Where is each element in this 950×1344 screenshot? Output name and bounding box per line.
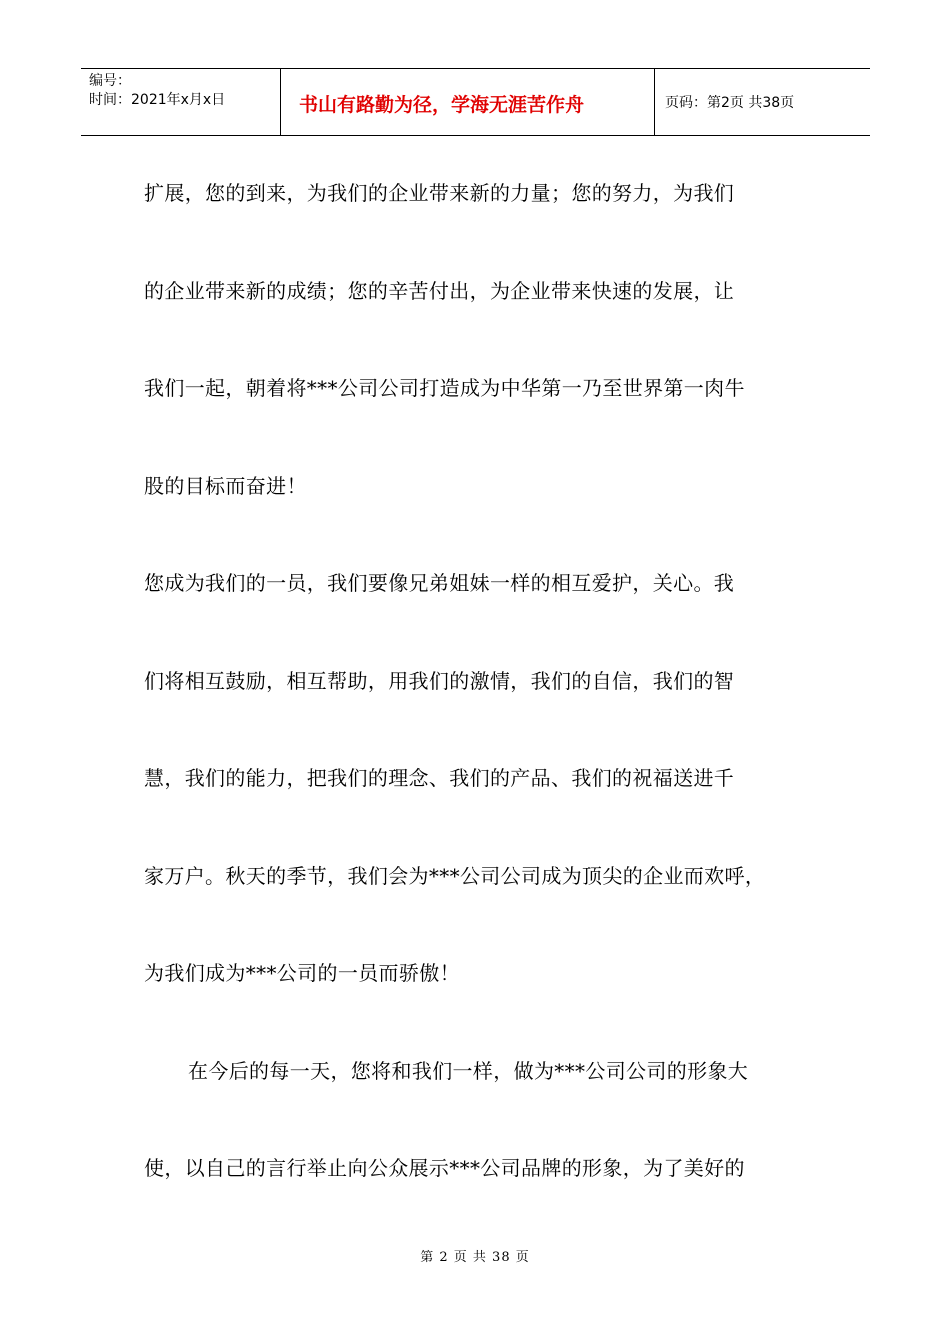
body-line: 们将相互鼓励，相互帮助，用我们的激情，我们的自信，我们的智 <box>144 668 735 693</box>
body-line: 为我们成为***公司的一员而骄傲！ <box>144 961 460 985</box>
body-line: 使，以自己的言行举止向公众展示***公司品牌的形象，为了美好的 <box>144 1156 745 1180</box>
header-page-info: 页码：第2页 共38页 <box>665 95 795 111</box>
page-header <box>81 68 870 136</box>
header-meta <box>81 69 281 135</box>
body-line: 我们一起，朝着将***公司公司打造成为中华第一乃至世界第一肉牛 <box>144 376 745 400</box>
body-line: 在今后的每一天，您将和我们一样，做为***公司公司的形象大 <box>188 1058 749 1083</box>
body-line: 的企业带来新的成绩；您的辛苦付出，为企业带来快速的发展，让 <box>144 278 735 303</box>
document-body <box>144 145 824 1218</box>
document-number-label: 编号： <box>89 73 131 89</box>
body-line: 股的目标而奋进！ <box>144 473 307 498</box>
page-footer: 第 2 页 共 38 页 <box>420 1250 530 1265</box>
body-line: 您成为我们的一员，我们要像兄弟姐妹一样的相互爱护，关心。我 <box>144 571 735 595</box>
body-line: 扩展，您的到来，为我们的企业带来新的力量；您的努力，为我们 <box>144 181 735 205</box>
document-date: 时间：2021年x月x日 <box>89 92 226 108</box>
body-line: 家万户。秋天的季节，我们会为***公司公司成为顶尖的企业而欢呼， <box>144 863 766 888</box>
header-motto: 书山有路勤为径，学海无涯苦作舟 <box>281 69 655 135</box>
body-line: 慧，我们的能力，把我们的理念、我们的产品、我们的祝福送进千 <box>144 766 735 790</box>
